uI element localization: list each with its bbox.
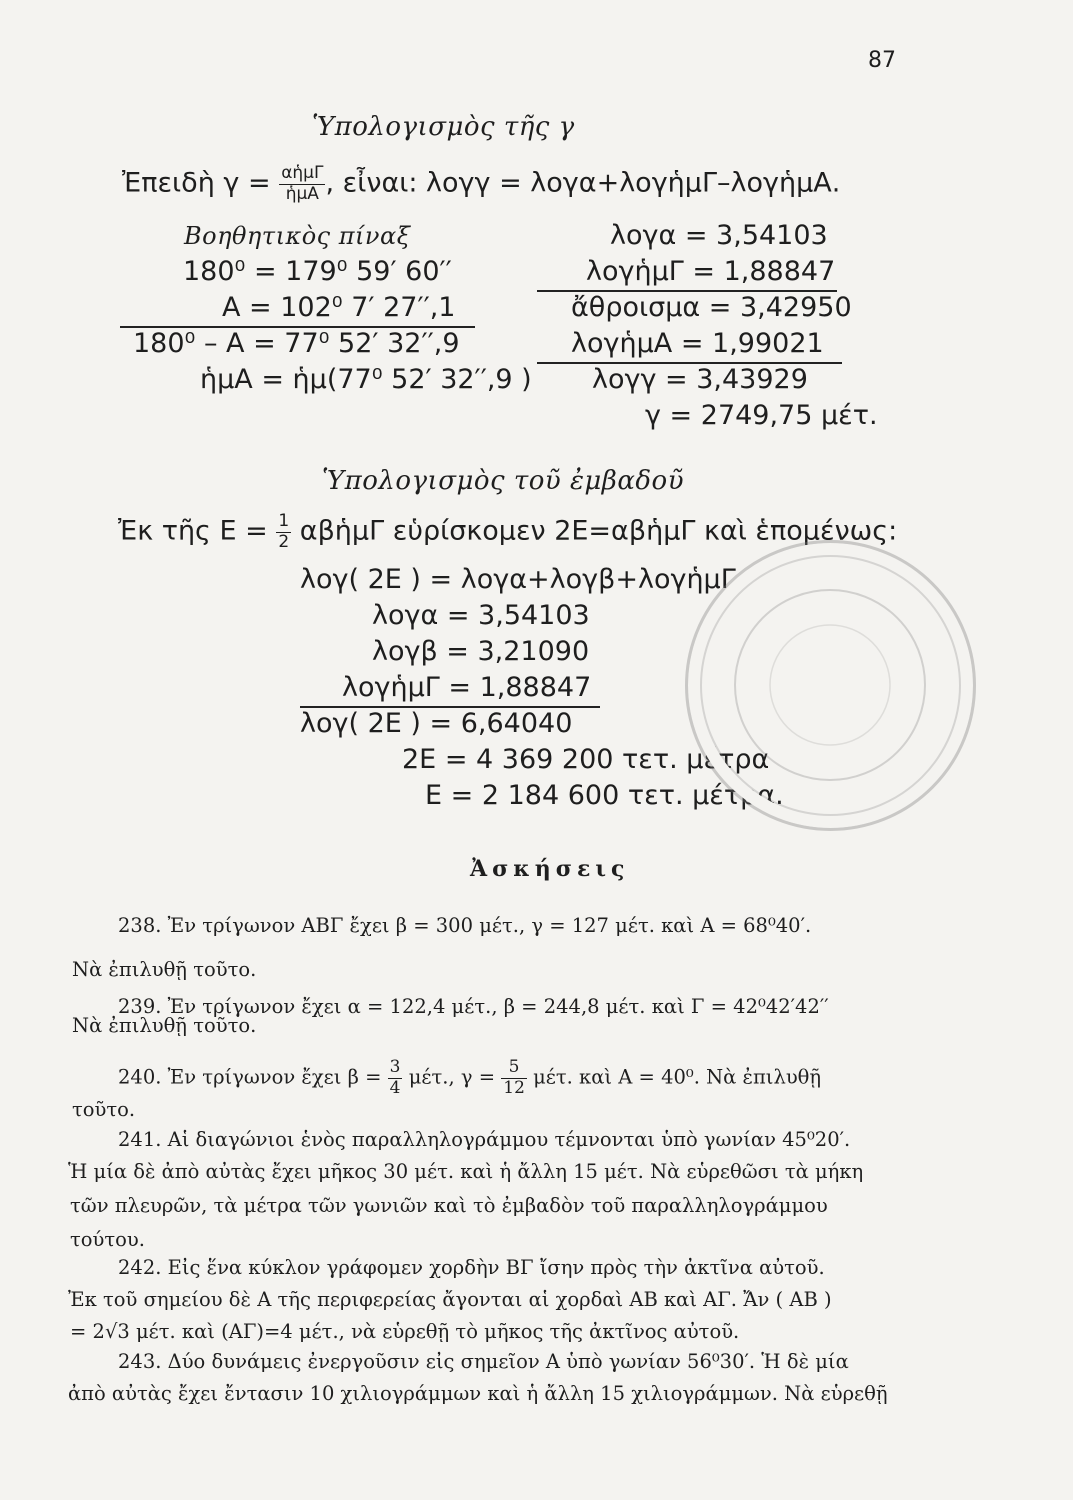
exercise-243-line-2: ἀπὸ αὐτὰς ἔχει ἔντασιν 10 χιλιογράμμων καὶ ἡ ἄλλη 15 χιλιογράμμων. Νὰ εὑρεθῇ [68,1382,888,1405]
gamma-intro [122,164,840,204]
exercise-238-line-1: 238. Ἐν τρίγωνον ΑΒΓ ἔχει β = 300 μέτ., γ = 127 μέτ. καὶ Α = 68⁰40′. [118,914,812,937]
exercise-243-line-1: 243. Δύο δυνάμεις ἐνεργοῦσιν εἰς σημεῖον Α ὑπὸ γωνίαν 56⁰30′. Ἡ δὲ μία [118,1350,849,1373]
right-row-5: λογγ = 3,43929 [592,364,808,395]
exercise-241-line-2: Ἡ μία δὲ ἀπὸ αὐτὰς ἔχει μῆκος 30 μέτ. καὶ ἡ ἄλλη 15 μέτ. Νὰ εὑρεθῶσι τὰ μήκη [68,1160,864,1183]
exercise-241-line-4: τούτου. [70,1228,145,1251]
area-intro [118,512,897,552]
left-row-1: 180⁰ = 179⁰ 59′ 60′′ [183,256,452,287]
exercise-241-line-3: τῶν πλευρῶν, τὰ μέτρα τῶν γωνιῶν καὶ τὸ ἐμβαδὸν τοῦ παραλληλογράμμου [70,1194,828,1217]
area-row-3: λογβ = 3,21090 [372,636,590,667]
gamma-fraction: $\frac{\text{αἡμΓ}}{\text{ἡμΑ}}$ [281,163,324,204]
right-row-2: λογἡμΓ = 1,88847 [586,256,836,287]
exercise-240-line-1: 240. Ἐν τρίγωνον ἔχει β = $\frac{3}{4}$ μέτ., γ = $\frac{5}{12}$ μέτ. καὶ Α = 40⁰. Νὰ ἐπιλυθῇ [118,1057,822,1098]
area-row-5: λογ( 2Ε ) = 6,64040 [300,708,573,739]
right-row-1: λογα = 3,54103 [610,220,828,251]
fraction-3-4: $\frac{3}{4}$ [389,1057,401,1098]
gamma-intro-post: , εἶναι: λογγ = λογα+λογἡμΓ–λογἡμΑ. [325,167,841,199]
exercise-239-line-1: 239. Ἐν τρίγωνον ἔχει α = 122,4 μέτ., β = 244,8 μέτ. καὶ Γ = 42⁰42′42′′ [118,995,829,1018]
right-row-6: γ = 2749,75 μέτ. [645,400,878,431]
area-row-6: 2Ε = 4 369 200 τετ. μέτρα [402,744,770,775]
right-row-3: ἄθροισμα = 3,42950 [571,292,852,323]
exercise-242-line-3: = 2√3 μέτ. καὶ (ΑΓ)=4 μέτ., νὰ εὑρεθῇ τὸ μῆκος τῆς ἀκτῖνος αὐτοῦ. [70,1320,740,1343]
area-intro-pre: Ἐκ τῆς Ε = [118,515,268,547]
area-row-1: λογ( 2Ε ) = λογα+λογβ+λογἡμΓ. [300,564,745,595]
area-row-4: λογἡμΓ = 1,88847 [342,672,592,703]
left-row-4: ἡμΑ = ἡμ(77⁰ 52′ 32′′,9 ) [200,364,532,395]
section-heading-gamma: Ὑπολογισμὸς τῆς γ [312,112,575,142]
exercise-241-line-1: 241. Αἱ διαγώνιοι ἑνὸς παραλληλογράμμου τέμνονται ὑπὸ γωνίαν 45⁰20′. [118,1128,851,1151]
section-heading-area: Ὑπολογισμὸς τοῦ ἐμβαδοῦ [322,466,685,496]
gamma-intro-pre: Ἐπειδὴ γ = [122,167,271,199]
left-row-3: 180⁰ – Α = 77⁰ 52′ 32′′,9 [133,328,460,359]
area-row-2: λογα = 3,54103 [372,600,590,631]
area-row-7: Ε = 2 184 600 τετ. μέτρα. [425,780,784,811]
exercise-240-line-2: τοῦτο. [72,1098,136,1121]
exercise-238-line-2: Νὰ ἐπιλυθῇ τοῦτο. [72,958,257,981]
fraction-5-12: $\frac{5}{12}$ [503,1057,525,1098]
page-number: 87 [868,48,896,73]
right-row-4: λογἡμΑ = 1,99021 [571,328,824,359]
aux-table-title: Βοηθητικὸς πίναξ [184,222,411,250]
exercise-242-line-2: Ἐκ τοῦ σημείου δὲ Α τῆς περιφερείας ἄγονται αἱ χορδαὶ ΑΒ καὶ ΑΓ. Ἄν ( ΑΒ ) [68,1288,832,1311]
exercises-title: Ἀσκήσεις [470,856,630,882]
area-intro-post: αβἡμΓ εὑρίσκομεν 2Ε=αβἡμΓ καὶ ἑπομένως: [299,515,898,547]
area-fraction: $\frac{1}{2}$ [278,511,290,552]
left-row-2: Α = 102⁰ 7′ 27′′,1 [222,292,456,323]
exercise-239-line-2: Νὰ ἐπιλυθῇ τοῦτο. [72,1014,257,1037]
exercise-242-line-1: 242. Εἰς ἕνα κύκλον γράφομεν χορδὴν ΒΓ ἴσην πρὸς τὴν ἀκτῖνα αὐτοῦ. [118,1256,825,1279]
